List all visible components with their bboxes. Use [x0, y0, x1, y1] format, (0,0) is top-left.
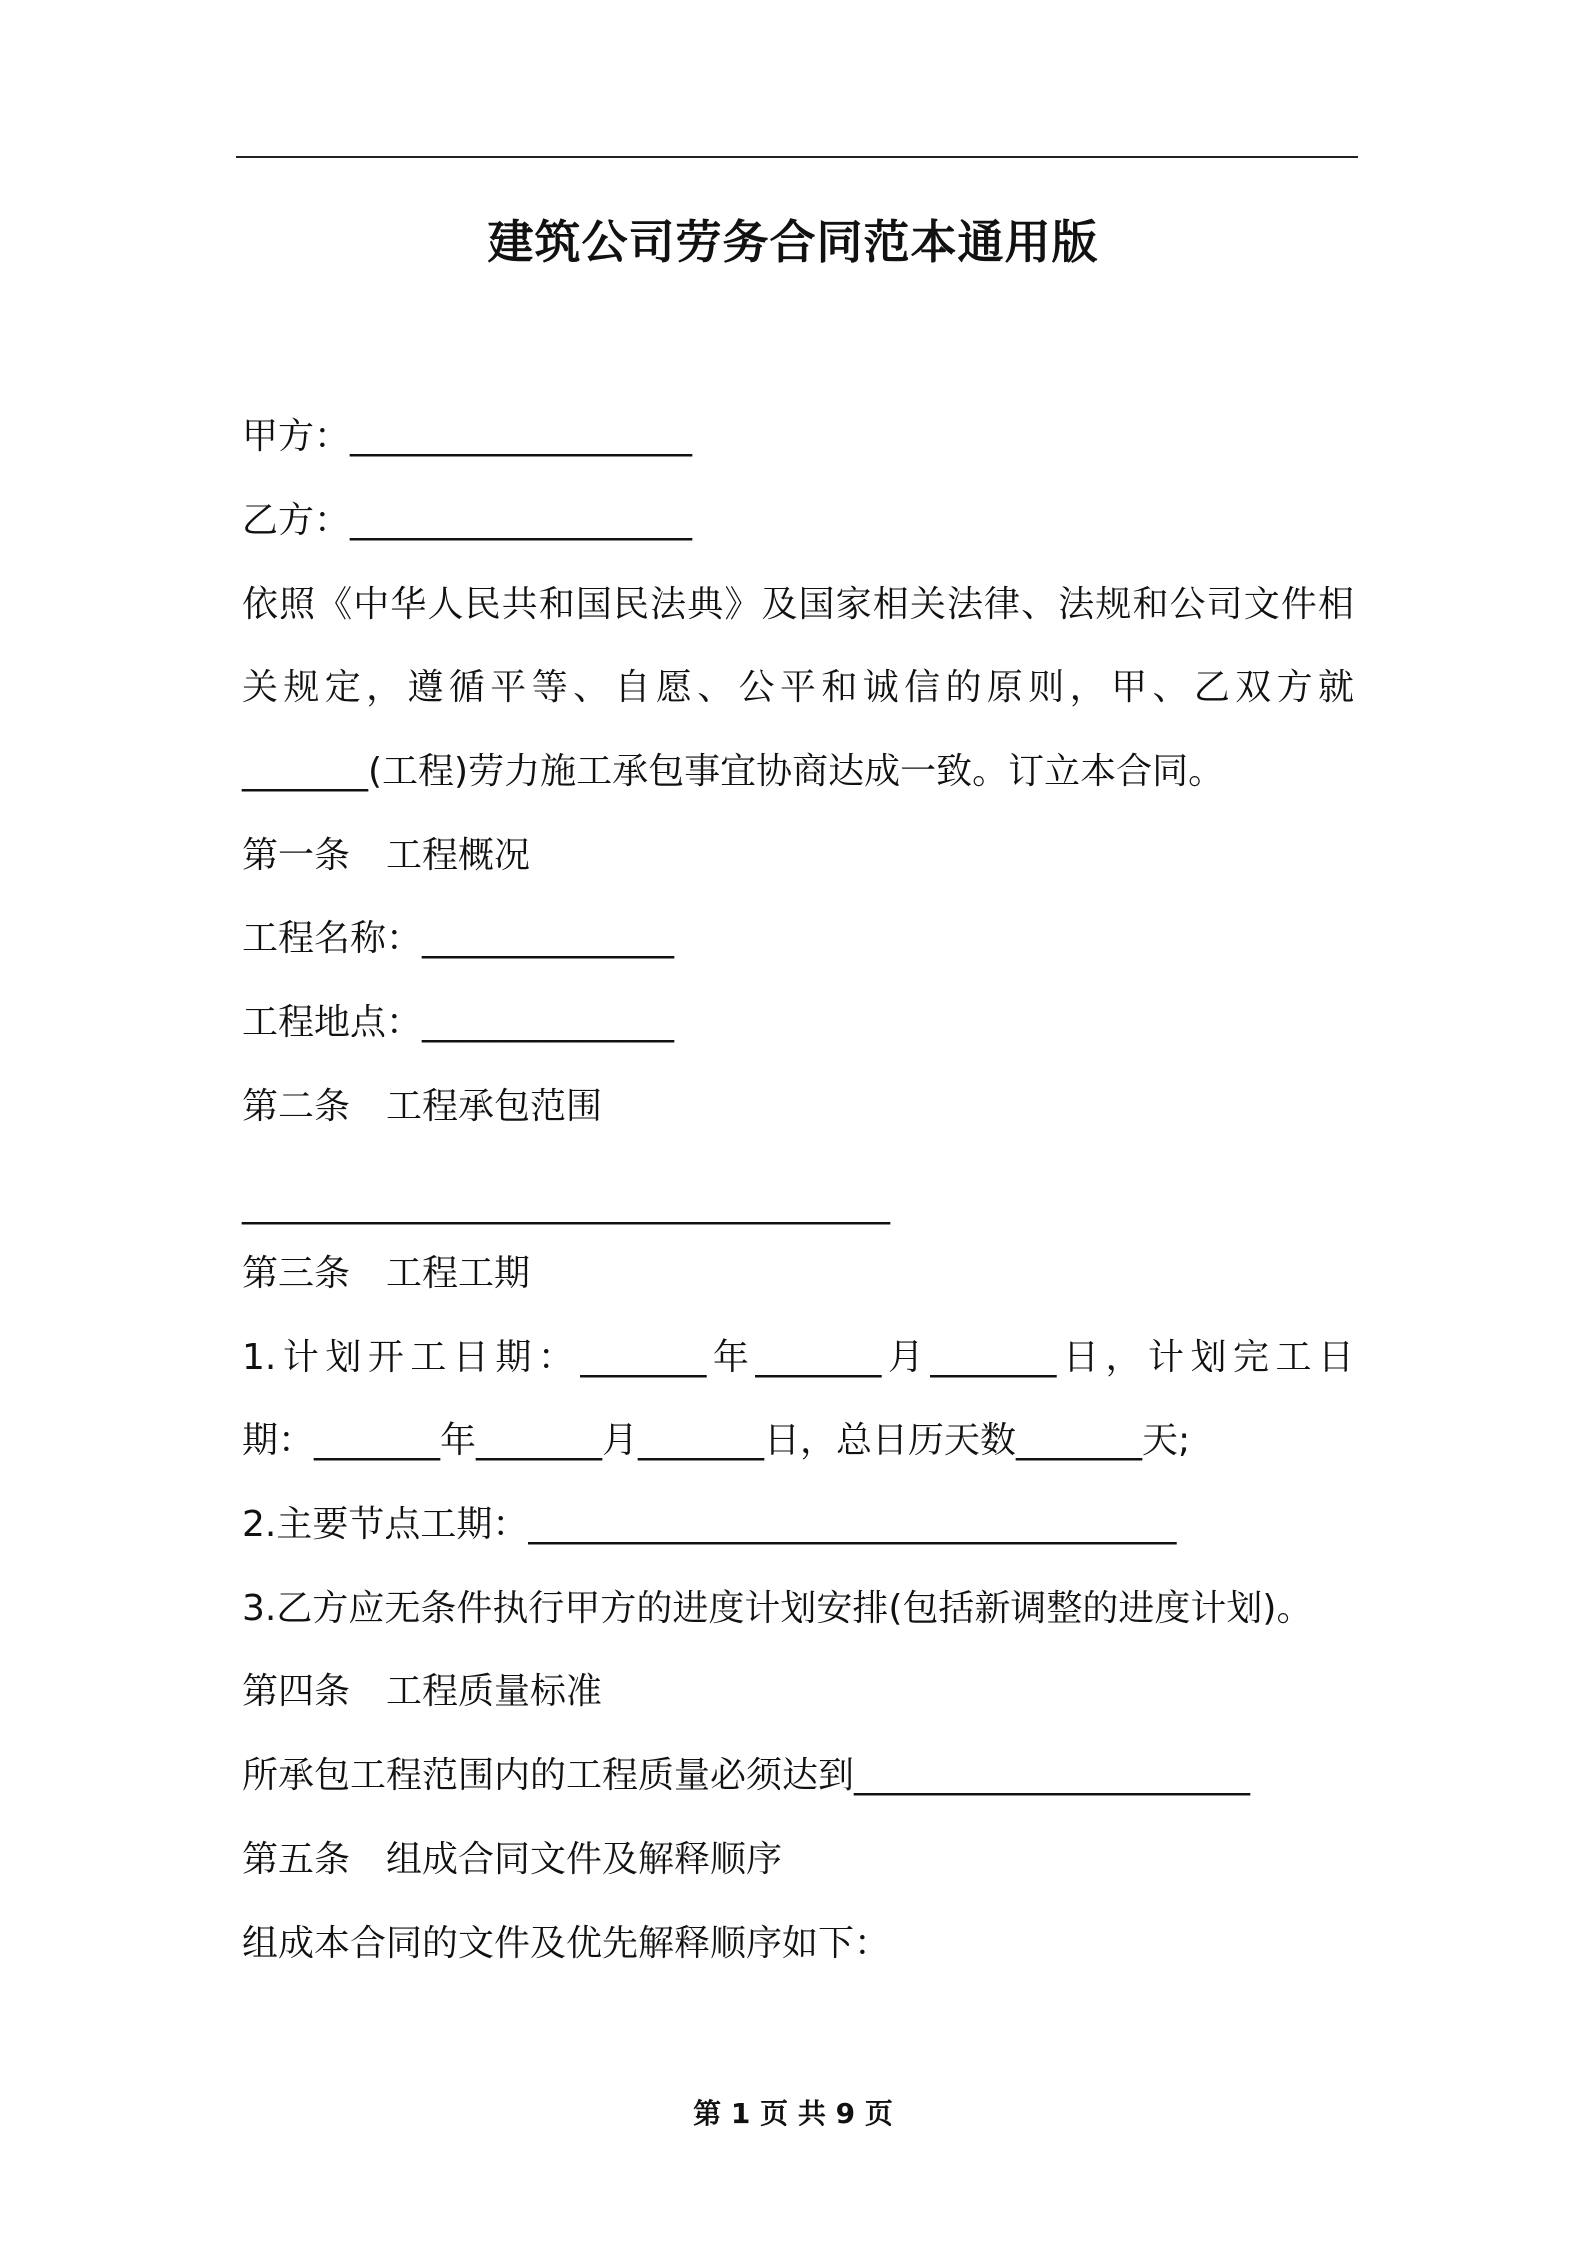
schedule-line-1: 1.计划开工日期：_______年_______月_______日，计划完工日 — [242, 1337, 1354, 1378]
header-rule — [236, 156, 1358, 158]
document-title: 建筑公司劳务合同范本通用版 — [487, 215, 1099, 269]
preamble-line-3: _______(工程)劳力施工承包事宜协商达成一致。订立本合同。 — [242, 751, 1225, 792]
article-5-heading: 第五条 组成合同文件及解释顺序 — [242, 1839, 783, 1880]
article-1-heading: 第一条 工程概况 — [242, 835, 531, 876]
article-2-heading: 第二条 工程承包范围 — [242, 1086, 603, 1127]
party-a-line: 甲方：___________________ — [242, 416, 693, 457]
page-number: 第 1 页 共 9 页 — [693, 2097, 893, 2130]
project-location-line: 工程地点：______________ — [242, 1002, 675, 1043]
party-b-line: 乙方：___________________ — [242, 500, 693, 541]
milestone-line: 2.主要节点工期：____________________________________ — [242, 1504, 1177, 1545]
preamble-line-2: 关规定，遵循平等、自愿、公平和诚信的原则，甲、乙双方就 — [242, 667, 1354, 708]
quality-standard-line: 所承包工程范围内的工程质量必须达到______________________ — [242, 1755, 1251, 1796]
document-order-line: 组成本合同的文件及优先解释顺序如下： — [242, 1923, 891, 1964]
article-4-heading: 第四条 工程质量标准 — [242, 1671, 603, 1712]
scope-blank-line: ____________________________________ — [242, 1184, 890, 1225]
project-name-line: 工程名称：______________ — [242, 918, 675, 959]
schedule-compliance-line: 3.乙方应无条件执行甲方的进度计划安排(包括新调整的进度计划)。 — [242, 1588, 1313, 1629]
schedule-line-2: 期：_______年_______月_______日，总日历天数_______天; — [242, 1420, 1191, 1461]
preamble-line-1: 依照《中华人民共和国民法典》及国家相关法律、法规和公司文件相 — [242, 584, 1354, 625]
article-3-heading: 第三条 工程工期 — [242, 1253, 531, 1294]
